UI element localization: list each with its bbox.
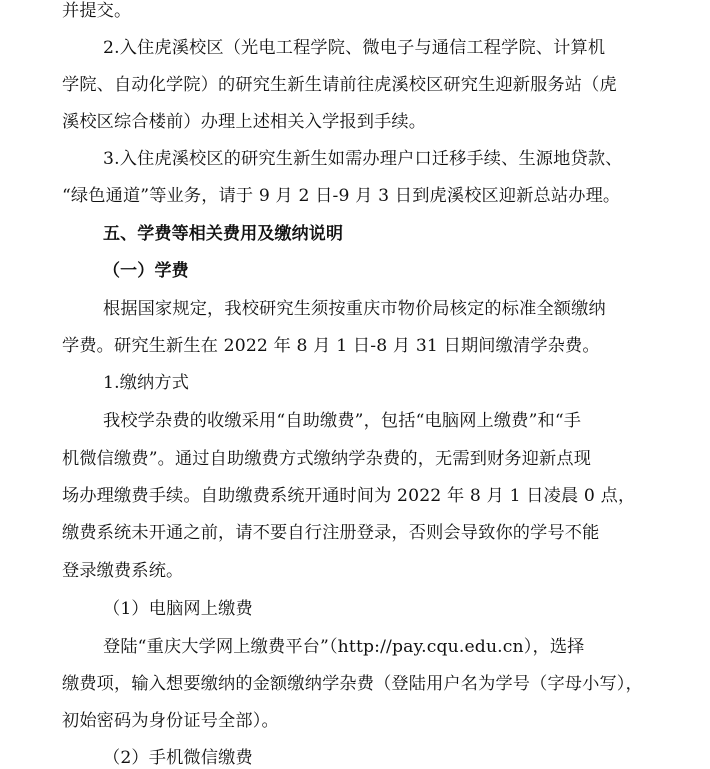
text-line: 登陆“重庆大学网上缴费平台”（http://pay.cqu.edu.cn），选择 [103, 637, 585, 657]
text-line: 学院、自动化学院）的研究生新生请前往虎溪校区研究生迎新服务站（虎 [62, 75, 617, 95]
text-line: 初始密码为身份证号全部）。 [62, 711, 279, 731]
text-line: “绿色通道”等业务，请于 9 月 2 日-9 月 3 日到虎溪校区迎新总站办理。 [62, 186, 621, 206]
text-line: 并提交。 [62, 1, 132, 21]
text-line: 场办理缴费手续。自助缴费系统开通时间为 2022 年 8 月 1 日凌晨 0 点， [62, 486, 636, 506]
text-line: 我校学杂费的收缴采用“自助缴费”，包括“电脑网上缴费”和“手 [103, 411, 582, 431]
text-line: 1.缴纳方式 [103, 373, 190, 393]
text-line: 学费。研究生新生在 2022 年 8 月 1 日-8 月 31 日期间缴清学杂费。 [62, 336, 600, 356]
text-line: 2.入住虎溪校区（光电工程学院、微电子与通信工程学院、计算机 [103, 38, 606, 58]
text-line: 溪校区综合楼前）办理上述相关入学报到手续。 [62, 112, 427, 132]
subsection-heading: （一）学费 [103, 261, 189, 281]
text-line: 缴费系统未开通之前，请不要自行注册登录，否则会导致你的学号不能 [62, 523, 600, 543]
text-line: 登录缴费系统。 [62, 561, 184, 581]
text-line: （2）手机微信缴费 [103, 748, 253, 768]
section-heading: 五、学费等相关费用及缴纳说明 [103, 224, 344, 244]
text-line: 根据国家规定，我校研究生须按重庆市物价局核定的标准全额缴纳 [103, 299, 606, 319]
text-line: 3.入住虎溪校区的研究生新生如需办理户口迁移手续、生源地贷款、 [103, 149, 623, 169]
text-line: （1）电脑网上缴费 [103, 599, 253, 619]
text-line: 机微信缴费”。通过自助缴费方式缴纳学杂费的，无需到财务迎新点现 [62, 449, 592, 469]
text-line: 缴费项，输入想要缴纳的金额缴纳学杂费（登陆用户名为学号（字母小写）， [62, 674, 643, 694]
